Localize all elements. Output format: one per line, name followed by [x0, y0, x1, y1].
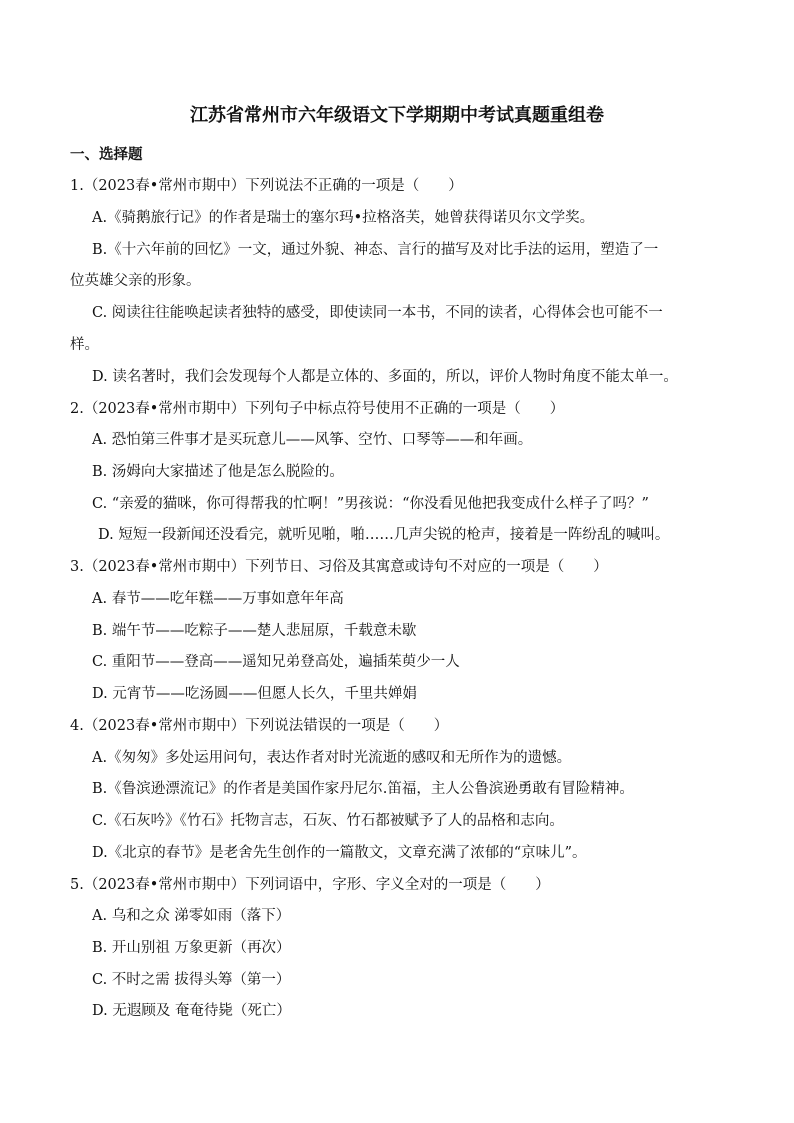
question-4-stem: 4.（2023春•常州市期中）下列说法错误的一项是（ ）	[70, 718, 449, 734]
question-4-option-d: D.《北京的春节》是老舍先生创作的一篇散文，文章充满了浓郁的“京味儿”。	[92, 845, 587, 861]
question-4-option-c: C.《石灰吟》《竹石》托物言志，石灰、竹石都被赋予了人的品格和志向。	[92, 813, 564, 829]
section-heading: 一、选择题	[70, 147, 143, 163]
question-1-option-c-continued: 样。	[70, 337, 99, 353]
question-1-option-b: B.《十六年前的回忆》一文，通过外貌、神态、言行的描写及对比手法的运用，塑造了一	[92, 242, 659, 258]
question-1-option-d: D. 读名著时，我们会发现每个人都是立体的、多面的，所以，评价人物时角度不能太单一。	[92, 369, 678, 385]
page-title: 江苏省常州市六年级语文下学期期中考试真题重组卷	[190, 105, 604, 126]
question-2-option-c: C. “亲爱的猫咪，你可得帮我的忙啊！”男孩说：“你没看见他把我变成什么样子了吗？”	[92, 496, 649, 512]
question-2-option-b: B. 汤姆向大家描述了他是怎么脱险的。	[92, 464, 344, 480]
question-5-option-b: B. 开山别祖 万象更新（再次）	[92, 940, 291, 956]
question-3-option-c: C. 重阳节——登高——遥知兄弟登高处，遍插茱萸少一人	[92, 654, 460, 670]
question-3-stem: 3.（2023春•常州市期中）下列节日、习俗及其寓意或诗句不对应的一项是（ ）	[70, 559, 608, 575]
question-5-option-c: C. 不时之需 拔得头筹（第一）	[92, 972, 291, 988]
question-4-option-b: B.《鲁滨逊漂流记》的作者是美国作家丹尼尔.笛福，主人公鲁滨逊勇敢有冒险精神。	[92, 781, 634, 797]
question-2-option-d: D. 短短一段新闻还没看完，就听见啪，啪……几声尖锐的枪声，接着是一阵纷乱的喊叫。	[98, 527, 670, 543]
question-4-option-a: A.《匆匆》多处运用问句，表达作者对时光流逝的感叹和无所作为的遗憾。	[92, 750, 572, 766]
question-1-option-c: C. 阅读往往能唤起读者独特的感受，即使读同一本书，不同的读者，心得体会也可能不一	[92, 305, 663, 321]
question-5-option-a: A. 乌和之众 涕零如雨（落下）	[92, 908, 291, 924]
question-1-stem: 1.（2023春•常州市期中）下列说法不正确的一项是（ ）	[70, 178, 463, 194]
question-2-option-a: A. 恐怕第三件事才是买玩意儿——风筝、空竹、口琴等——和年画。	[92, 432, 533, 448]
question-2-stem: 2.（2023春•常州市期中）下列句子中标点符号使用不正确的一项是（ ）	[70, 401, 565, 417]
question-5-option-d: D. 无遐顾及 奄奄待毙（死亡）	[92, 1003, 291, 1019]
question-3-option-a: A. 春节——吃年糕——万事如意年年高	[92, 591, 344, 607]
question-3-option-d: D. 元宵节——吃汤圆——但愿人长久，千里共婵娟	[92, 686, 417, 702]
question-1-option-a: A.《骑鹅旅行记》的作者是瑞士的塞尔玛•拉格洛芙，她曾获得诺贝尔文学奖。	[92, 210, 595, 226]
question-5-stem: 5.（2023春•常州市期中）下列词语中，字形、字义全对的一项是（ ）	[70, 877, 550, 893]
question-3-option-b: B. 端午节——吃粽子——楚人悲屈原，千载意未歇	[92, 623, 417, 639]
question-1-option-b-continued: 位英雄父亲的形象。	[70, 273, 201, 289]
